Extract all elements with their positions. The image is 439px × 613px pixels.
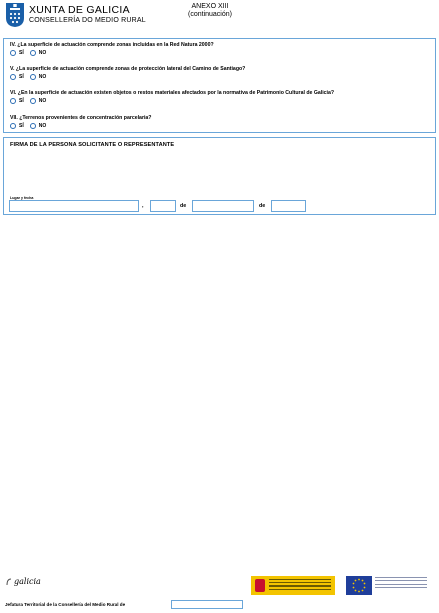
de-separator-1: de	[180, 203, 187, 209]
month-input[interactable]	[192, 200, 254, 212]
option-label: NO	[38, 74, 47, 80]
question-iv-no-radio[interactable]	[30, 50, 36, 56]
signature-section	[3, 137, 436, 215]
place-date-label: Lugar y fecha	[10, 196, 34, 200]
org-name: XUNTA DE GALICIA	[29, 4, 130, 16]
annex-subtitle: (continuación)	[188, 11, 232, 18]
questions-section	[3, 38, 436, 133]
question-vii: VII. ¿Terrenos provenientes de concentración parcelaria?	[10, 115, 152, 121]
question-vi: VI. ¿En la superficie de actuación existen objetos o restos materiales afectados por la normativa de Patrimonio Cultural de Galicia?	[10, 90, 335, 96]
option-label: SÍ	[19, 123, 24, 129]
galicia-logo-text: galicia	[14, 577, 41, 586]
question-iv-yes-radio[interactable]	[10, 50, 16, 56]
galicia-logo	[6, 577, 41, 586]
question-v-options	[10, 74, 52, 80]
day-input[interactable]	[150, 200, 176, 212]
question-vi-options	[10, 98, 52, 104]
de-separator-2: de	[259, 203, 266, 209]
option-label: NO	[38, 123, 47, 129]
option-label: NO	[38, 50, 47, 56]
option-label: SÍ	[19, 50, 24, 56]
page-footer	[0, 570, 439, 613]
annex-title: ANEXO XIII	[191, 3, 229, 10]
question-v-no-radio[interactable]	[30, 74, 36, 80]
year-input[interactable]	[271, 200, 306, 212]
jefatura-input[interactable]	[171, 600, 243, 609]
comma-separator: ,	[142, 203, 144, 209]
question-vi-no-radio[interactable]	[30, 98, 36, 104]
question-vii-yes-radio[interactable]	[10, 123, 16, 129]
question-iv-options	[10, 50, 52, 56]
question-iv: IV. ¿La superficie de actuación comprende zonas incluidas en la Red Natura 2000?	[10, 42, 214, 48]
place-input[interactable]	[9, 200, 139, 212]
spain-ministry-logo-icon	[251, 576, 335, 595]
question-vii-options	[10, 123, 52, 129]
galicia-mark-icon	[6, 578, 12, 586]
option-label: NO	[38, 98, 47, 104]
question-vi-yes-radio[interactable]	[10, 98, 16, 104]
question-vii-no-radio[interactable]	[30, 123, 36, 129]
annex-heading	[180, 3, 240, 19]
eu-flag-icon	[346, 576, 372, 595]
option-label: SÍ	[19, 98, 24, 104]
question-v-yes-radio[interactable]	[10, 74, 16, 80]
question-v: V. ¿La superficie de actuación comprende zonas de protección lateral del Camino de Santiago?	[10, 66, 246, 72]
signature-title: FIRMA DE LA PERSONA SOLICITANTE O REPRESENTANTE	[10, 142, 175, 148]
department-name: CONSELLERÍA DO MEDIO RURAL	[29, 17, 146, 24]
eu-fund-text-icon	[375, 577, 427, 591]
xunta-shield-logo-icon	[5, 2, 25, 28]
jefatura-label: Jefatura Territorial de la Consellería del Medio Rural de	[5, 602, 126, 607]
option-label: SÍ	[19, 74, 24, 80]
page-header	[0, 0, 439, 36]
